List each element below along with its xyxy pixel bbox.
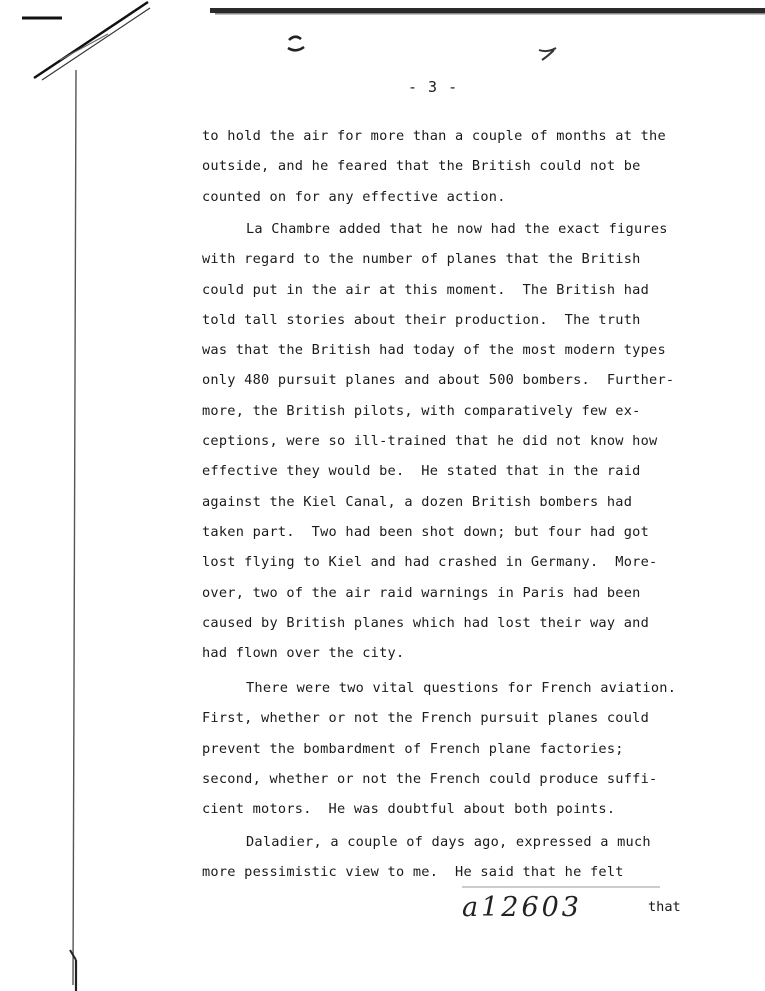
text-line: had flown over the city. — [202, 645, 405, 662]
text-line: with regard to the number of planes that the British — [202, 251, 641, 268]
handwritten-document-id: a12603 — [462, 892, 582, 923]
text-line: caused by British planes which had lost their way and — [202, 614, 650, 631]
text-line: ceptions, were so ill-trained that he did not know how — [202, 433, 658, 450]
text-line: There were two vital questions for French aviation. — [246, 680, 677, 696]
text-line: only 480 pursuit planes and about 500 bombers. Further- — [202, 372, 675, 389]
paragraph-1 — [202, 121, 712, 212]
page-number: - 3 - — [408, 78, 459, 96]
text-line: second, whether or not the French could produce suffi- — [202, 770, 658, 787]
top-edge-shadow — [210, 8, 765, 13]
text-line: prevent the bombardment of French plane factories; — [202, 740, 624, 757]
paragraph-2 — [202, 214, 712, 668]
left-edge-tick — [70, 950, 76, 960]
text-line: La Chambre added that he now had the exact figures — [246, 221, 668, 237]
text-line: taken part. Two had been shot down; but four had got — [202, 523, 650, 540]
text-line: against the Kiel Canal, a dozen British bombers had — [202, 493, 633, 510]
text-line: counted on for any effective action. — [202, 188, 506, 205]
corner-tear-line-3 — [60, 34, 108, 60]
text-line: Daladier, a couple of days ago, expressed a much — [246, 834, 651, 850]
text-line: cient motors. He was doubtful about both points. — [202, 801, 616, 818]
paragraph-3 — [202, 673, 712, 824]
text-line: was that the British had today of the most modern types — [202, 342, 666, 359]
text-line: First, whether or not the French pursuit planes could — [202, 710, 650, 727]
text-line: more, the British pilots, with comparatively few ex- — [202, 402, 641, 419]
text-line: outside, and he feared that the British could not be — [202, 158, 641, 175]
text-line: effective they would be. He stated that in the raid — [202, 463, 641, 480]
text-line: lost flying to Kiel and had crashed in Germany. More- — [202, 554, 658, 571]
paragraph-4 — [202, 827, 712, 888]
text-line: told tall stories about their production. The truth — [202, 311, 641, 328]
staple-mark-left — [288, 37, 304, 51]
top-edge-line — [215, 13, 765, 15]
catchword: that — [648, 899, 681, 915]
staple-mark-right — [539, 48, 556, 60]
corner-tear-line — [34, 2, 148, 78]
text-line: could put in the air at this moment. The British had — [202, 281, 650, 298]
left-edge-line — [73, 70, 76, 985]
corner-tear-line-2 — [42, 8, 150, 80]
text-line: to hold the air for more than a couple of months at the — [202, 128, 666, 144]
text-line: over, two of the air raid warnings in Paris had been — [202, 584, 641, 601]
text-line: more pessimistic view to me. He said that he felt — [202, 864, 624, 881]
